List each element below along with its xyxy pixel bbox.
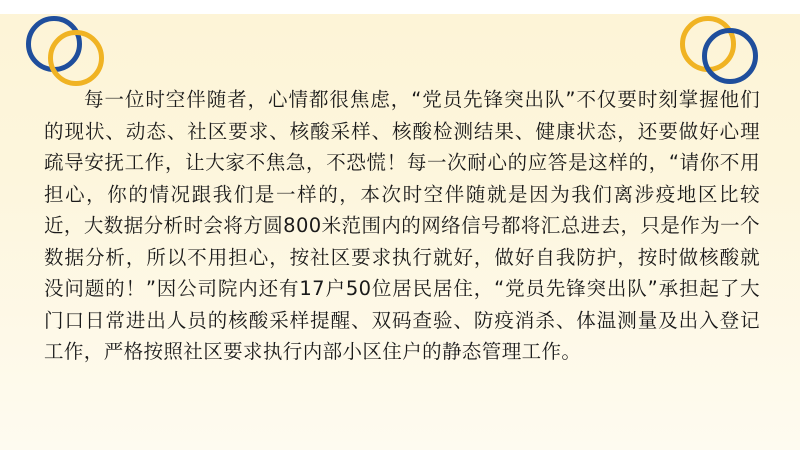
circle-outline-icon xyxy=(48,30,104,86)
slide-body-paragraph: 每一位时空伴随者，心情都很焦虑，“党员先锋突出队”不仅要时刻掌握他们的现状、动态、社区要求、核酸采样、核酸检测结果、健康状态，还要做好心理疏导安抚工作，让大家不焦急，不恐慌！每一次耐心的应答是这样的，“请你不用担心，你的情况跟我们是一样的，本次时空伴随就是因为我们离涉疫地区比较近，大数据分析时会将方圆800米范围内的网络信号都将汇总进去，只是作为一个数据分析，所以不用担心，按社区要求执行就好，做好自我防护，按时做核酸就没问题的！”因公司院内还有17户50位居民居住，“党员先锋突出队”承担起了大门口日常进出人员的核酸采样提醒、双码查验、防疫消杀、体温测量及出入登记工作，严格按照社区要求执行内部小区住户的静态管理工作。 xyxy=(44,88,760,363)
ring-cluster-left xyxy=(18,8,138,88)
ring-cluster-right xyxy=(662,8,782,88)
circle-outline-icon xyxy=(702,28,758,84)
